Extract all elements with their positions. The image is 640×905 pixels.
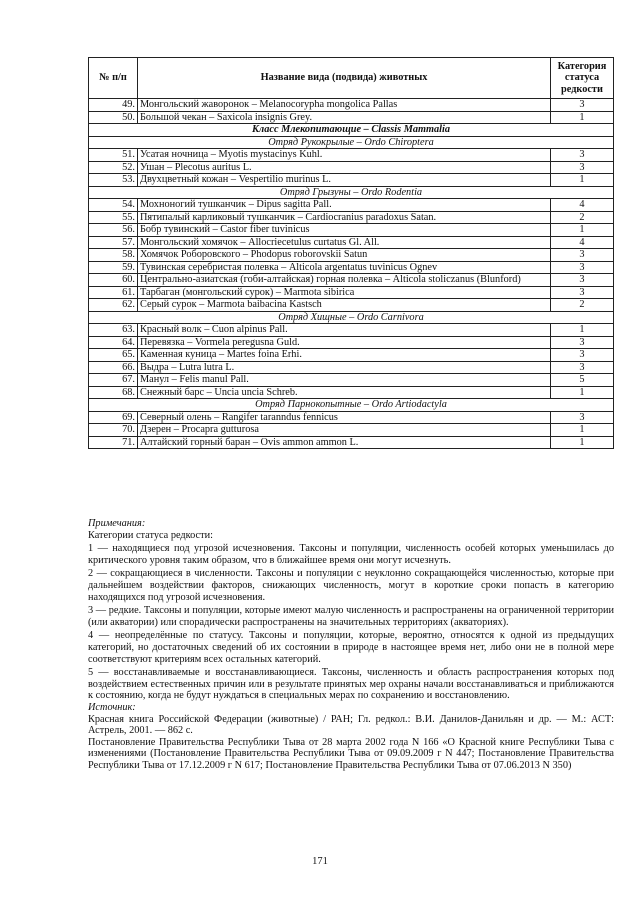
page-number: 171 xyxy=(312,856,328,867)
header-species-name: Название вида (подвида) животных xyxy=(138,58,551,99)
row-number: 51. xyxy=(89,149,138,162)
table-row xyxy=(89,286,614,299)
species-name: Каменная куница – Martes foina Erhi. xyxy=(138,349,551,362)
status-category: 1 xyxy=(551,111,614,124)
status-category: 3 xyxy=(551,261,614,274)
row-number: 57. xyxy=(89,236,138,249)
table-body xyxy=(89,99,614,449)
status-category: 3 xyxy=(551,411,614,424)
status-category: 3 xyxy=(551,249,614,262)
row-number: 61. xyxy=(89,286,138,299)
species-name: Тувинская серебристая полевка – Alticola argentatus tuvinicus Ognev xyxy=(138,261,551,274)
row-number: 63. xyxy=(89,324,138,337)
row-number: 60. xyxy=(89,274,138,287)
table-row xyxy=(89,174,614,187)
note-category-2: 2 — сокращающиеся в численности. Таксоны и популяции с неуклонно сокращающейся численностью, которые при дальнейшем воздействии факторов, снижающих численность, могут в короткие сроки попасть в категорию находящихся под угрозой исчезновения. xyxy=(88,568,614,603)
table-row xyxy=(89,324,614,337)
status-category: 3 xyxy=(551,349,614,362)
row-number: 68. xyxy=(89,386,138,399)
status-category: 1 xyxy=(551,174,614,187)
row-number: 67. xyxy=(89,374,138,387)
status-category: 3 xyxy=(551,286,614,299)
row-number: 66. xyxy=(89,361,138,374)
species-table xyxy=(88,57,614,449)
table-row xyxy=(89,436,614,449)
status-category: 2 xyxy=(551,211,614,224)
taxon-group-title: Класс Млекопитающие – Classis Mammalia xyxy=(89,124,614,137)
source-heading: Источник: xyxy=(88,701,136,713)
species-name: Большой чекан – Saxicola insignis Grey. xyxy=(138,111,551,124)
table-row xyxy=(89,274,614,287)
table-row xyxy=(89,411,614,424)
table-row xyxy=(89,199,614,212)
notes-intro: Категории статуса редкости: xyxy=(88,529,213,541)
table-group-row xyxy=(89,186,614,199)
table-row xyxy=(89,211,614,224)
status-category: 1 xyxy=(551,224,614,237)
table-row xyxy=(89,424,614,437)
species-name: Красный волк – Cuon alpinus Pall. xyxy=(138,324,551,337)
species-name: Манул – Felis manul Pall. xyxy=(138,374,551,387)
table-row xyxy=(89,386,614,399)
table-row xyxy=(89,149,614,162)
table-row xyxy=(89,374,614,387)
status-category: 1 xyxy=(551,424,614,437)
source-item-2: Постановление Правительства Республики Тыва от 28 марта 2002 года N 166 «О Красной книге Республики Тыва с изменениями (Постановление Правительства Республики Тыва от 09.09.2009 г N 447; Постановление Правительства Республики Тыва от 17.12.2009 г N 617; Постановление Правительства Республики Тыва от 07.06.2013 N 350) xyxy=(88,736,614,771)
table-header-row xyxy=(89,58,614,99)
table-row xyxy=(89,336,614,349)
table-row xyxy=(89,99,614,112)
taxon-group-title: Отряд Рукокрылые – Ordo Chiroptera xyxy=(89,136,614,149)
note-category-3: 3 — редкие. Таксоны и популяции, которые имеют малую численность и распространены на ограниченной территории (или акватории) или спорадически распространены на значительных территориях (акваториях). xyxy=(88,605,614,628)
row-number: 54. xyxy=(89,199,138,212)
species-name: Алтайский горный баран – Ovis ammon ammon L. xyxy=(138,436,551,449)
table-row xyxy=(89,236,614,249)
row-number: 50. xyxy=(89,111,138,124)
species-name: Ушан – Plecotus auritus L. xyxy=(138,161,551,174)
species-name: Тарбаган (монгольский сурок) – Marmota sibirica xyxy=(138,286,551,299)
notes-section xyxy=(88,518,614,771)
table-group-row xyxy=(89,124,614,137)
species-name: Снежный барс – Uncia uncia Schreb. xyxy=(138,386,551,399)
row-number: 58. xyxy=(89,249,138,262)
status-category: 1 xyxy=(551,324,614,337)
species-name: Пятипалый карликовый тушканчик – Cardiocranius paradoxus Satan. xyxy=(138,211,551,224)
status-category: 1 xyxy=(551,436,614,449)
row-number: 53. xyxy=(89,174,138,187)
table-row xyxy=(89,299,614,312)
row-number: 71. xyxy=(89,436,138,449)
species-name: Хомячок Роборовского – Phodopus roborovskii Satun xyxy=(138,249,551,262)
table-group-row xyxy=(89,311,614,324)
taxon-group-title: Отряд Хищные – Ordo Carnivora xyxy=(89,311,614,324)
table-row xyxy=(89,161,614,174)
species-name: Выдра – Lutra lutra L. xyxy=(138,361,551,374)
status-category: 2 xyxy=(551,299,614,312)
status-category: 3 xyxy=(551,274,614,287)
species-name: Мохноногий тушканчик – Dipus sagitta Pall. xyxy=(138,199,551,212)
row-number: 59. xyxy=(89,261,138,274)
table-row xyxy=(89,224,614,237)
table-row xyxy=(89,249,614,262)
status-category: 5 xyxy=(551,374,614,387)
row-number: 62. xyxy=(89,299,138,312)
table-row xyxy=(89,111,614,124)
species-name: Северный олень – Rangifer taranndus fennicus xyxy=(138,411,551,424)
species-name: Дзерен – Procapra gutturosa xyxy=(138,424,551,437)
note-category-5: 5 — восстанавливаемые и восстанавливающиеся. Таксоны, численность и область распространения которых под воздействием естественных причин или в результате принятых мер охраны начали восстанавливаться и приближаются к состоянию, когда не будут нуждаться в специальных мерах по сохранению и восстановлению. xyxy=(88,667,614,702)
row-number: 70. xyxy=(89,424,138,437)
row-number: 69. xyxy=(89,411,138,424)
row-number: 56. xyxy=(89,224,138,237)
species-name: Монгольский хомячок – Allocriecetulus curtatus Gl. All. xyxy=(138,236,551,249)
header-number: № п/п xyxy=(89,58,138,99)
status-category: 1 xyxy=(551,386,614,399)
row-number: 64. xyxy=(89,336,138,349)
status-category: 3 xyxy=(551,336,614,349)
source-item-1: Красная книга Российской Федерации (животные) / РАН; Гл. редкол.: В.И. Данилов-Данильян и др. — М.: АСТ: Астрель, 2001. — 862 с. xyxy=(88,713,614,737)
species-name: Серый сурок – Marmota baibacina Kastsch xyxy=(138,299,551,312)
table-row xyxy=(89,261,614,274)
table-row xyxy=(89,361,614,374)
status-category: 3 xyxy=(551,161,614,174)
row-number: 52. xyxy=(89,161,138,174)
taxon-group-title: Отряд Парнокопытные – Ordo Artiodactyla xyxy=(89,399,614,412)
row-number: 65. xyxy=(89,349,138,362)
note-category-4: 4 — неопределённые по статусу. Таксоны и популяции, которые, вероятно, относятся к одной из предыдущих категорий, но достаточных сведений об их состоянии в природе в настоящее время нет, либо они не в полной мере соответствуют критериям всех остальных категорий. xyxy=(88,630,614,665)
status-category: 3 xyxy=(551,99,614,112)
species-name: Монгольский жаворонок – Melanocorypha mongolica Pallas xyxy=(138,99,551,112)
row-number: 49. xyxy=(89,99,138,112)
table-group-row xyxy=(89,136,614,149)
species-name: Бобр тувинский – Castor fiber tuvinicus xyxy=(138,224,551,237)
species-name: Усатая ночница – Myotis mystacinys Kuhl. xyxy=(138,149,551,162)
species-name: Центрально-азиатская (гоби-алтайская) горная полевка – Alticola stoliczanus (Blunford) xyxy=(138,274,551,287)
status-category: 3 xyxy=(551,149,614,162)
species-name: Двухцветный кожан – Vespertilio murinus L. xyxy=(138,174,551,187)
species-name: Перевязка – Vormela peregusna Guld. xyxy=(138,336,551,349)
note-category-1: 1 — находящиеся под угрозой исчезновения. Таксоны и популяции, численность особей которых уменьшилась до критического уровня таким образом, что в ближайшее время они могут исчезнуть. xyxy=(88,543,614,566)
row-number: 55. xyxy=(89,211,138,224)
notes-heading: Примечания: xyxy=(88,518,146,529)
table-row xyxy=(89,349,614,362)
status-category: 4 xyxy=(551,236,614,249)
status-category: 4 xyxy=(551,199,614,212)
taxon-group-title: Отряд Грызуны – Ordo Rodentia xyxy=(89,186,614,199)
status-category: 3 xyxy=(551,361,614,374)
table-group-row xyxy=(89,399,614,412)
header-category: Категория статуса редкости xyxy=(551,58,614,99)
